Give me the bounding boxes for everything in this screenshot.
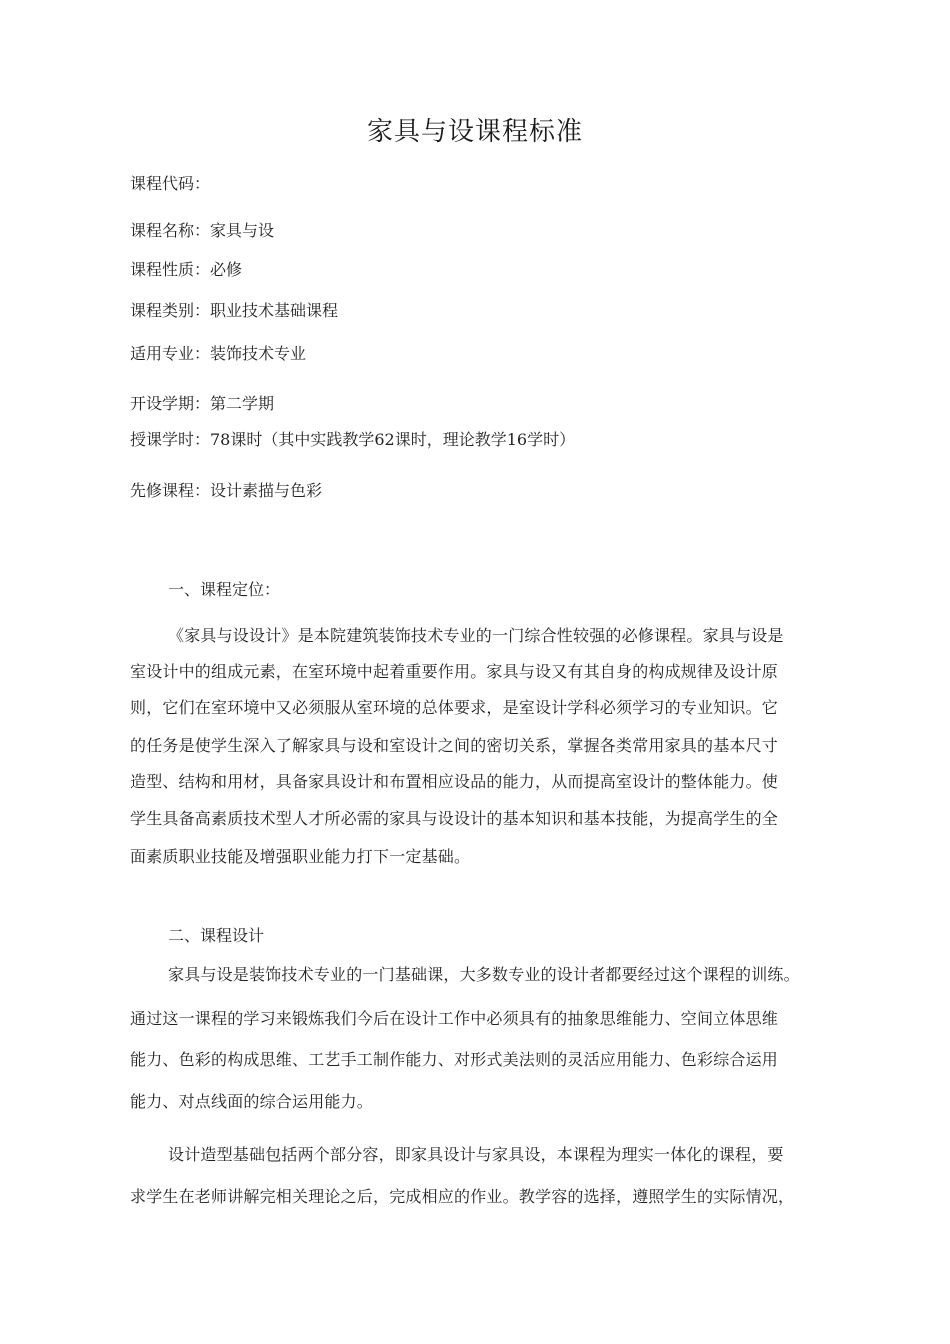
meta-applicable-major: 适用专业：装饰技术专业 [130,344,307,363]
meta-semester: 开设学期：第二学期 [130,394,275,413]
paragraph-line: 《家具与设设计》是本院建筑装饰技术专业的一门综合性较强的必修课程。家具与设是 [168,626,784,645]
paragraph-line: 学生具备高素质技术型人才所必需的家具与设设计的基本知识和基本技能，为提高学生的全 [130,809,779,828]
paragraph-line: 通过这一课程的学习来锻炼我们今后在设计工作中必须具有的抽象思维能力、空间立体思维 [130,1009,779,1028]
paragraph-line: 面素质职业技能及增强职业能力打下一定基础。 [130,847,471,866]
paragraph-line: 则，它们在室环境中又必须服从室环境的总体要求，是室设计学科必须学习的专业知识。它 [130,698,779,717]
meta-course-nature: 课程性质：必修 [130,260,243,279]
paragraph-line: 求学生在老师讲解完相关理论之后，完成相应的作业。教学容的选择，遵照学生的实际情况， [130,1187,795,1206]
paragraph-line: 的任务是使学生深入了解家具与设和室设计之间的密切关系，掌握各类常用家具的基本尺寸 [130,736,779,755]
paragraph-line: 能力、对点线面的综合运用能力。 [130,1092,374,1111]
paragraph-line: 设计造型基础包括两个部分容，即家具设计与家具设，本课程为理实一体化的课程，要 [168,1145,784,1164]
paragraph-line: 能力、色彩的构成思维、工艺手工制作能力、对形式美法则的灵活应用能力、色彩综合运用 [130,1050,779,1069]
meta-course-name: 课程名称：家具与设 [130,221,275,240]
section-heading-positioning: 一、课程定位： [168,580,281,599]
meta-course-code: 课程代码： [130,174,211,193]
meta-course-category: 课程类别：职业技术基础课程 [130,301,339,320]
section-heading-course-design: 二、课程设计 [168,926,265,945]
meta-teaching-hours: 授课学时：78课时（其中实践教学62课时，理论教学16学时） [130,430,576,449]
paragraph-line: 造型、结构和用材，具备家具设计和布置相应设品的能力，从而提高室设计的整体能力。使 [130,772,779,791]
paragraph-line: 室设计中的组成元素，在室环境中起着重要作用。家具与设又有其自身的构成规律及设计原 [130,662,779,681]
meta-prerequisite: 先修课程：设计素描与色彩 [130,481,323,500]
document-title: 家具与设课程标准 [366,117,583,147]
paragraph-line: 家具与设是装饰技术专业的一门基础课，大多数专业的设计者都要经过这个课程的训练。 [168,965,800,984]
